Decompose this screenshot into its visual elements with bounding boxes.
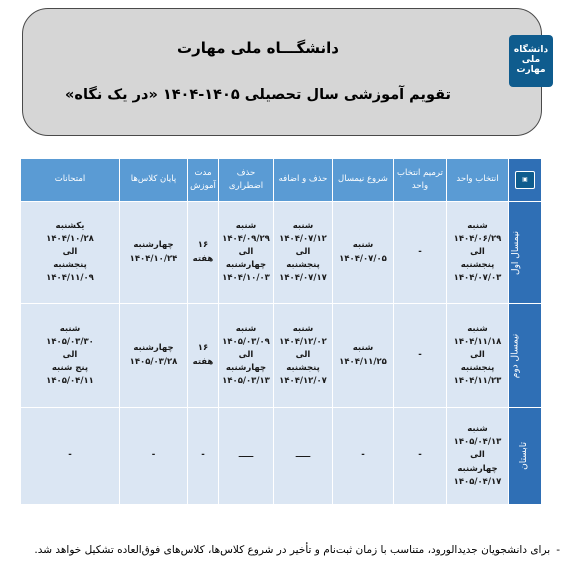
cell-line: ۱۴۰۴/۰۶/۲۹ [453, 233, 502, 244]
start-cell [333, 304, 394, 408]
cell-line: الی [62, 349, 78, 360]
term-label: نیمسال دوم [510, 333, 521, 378]
cell-line: ۱۴۰۵/۰۴/۱۷ [453, 476, 502, 487]
cell-line: ۱۶ [197, 343, 209, 354]
cell-line: الی [295, 349, 311, 360]
cell-line: هفته [192, 253, 214, 264]
cell-line: پنجشنبه [460, 363, 495, 374]
cell-line: ۱۴۰۴/۱۰/۲۴ [129, 253, 178, 264]
term-label: نیمسال اول [511, 230, 522, 275]
footnote [30, 541, 560, 560]
classes-end-cell [120, 304, 188, 408]
add-drop-cell [274, 202, 333, 304]
small-logo-icon: ▣ [515, 171, 535, 189]
col-header-start: شروع نیمسال [333, 159, 394, 202]
cell-line: هفته [192, 356, 214, 367]
duration-cell [188, 408, 219, 505]
corner-cell [509, 159, 542, 202]
cell-line: یکشنبه [55, 220, 85, 231]
cell-line: - [201, 450, 205, 461]
cell-line: ۱۴۰۴/۱۱/۲۳ [453, 376, 502, 387]
cell-line: ۱۴۰۵/۰۳/۲۸ [129, 356, 178, 367]
cell-line: ۱۶ [197, 240, 209, 251]
cell-line: ۱۴۰۵/۰۳/۱۳ [222, 376, 270, 387]
cell-line: الی [470, 349, 485, 360]
cell-line: ۱۴۰۴/۰۷/۰۵ [339, 253, 387, 264]
cell-line: الی [470, 246, 485, 257]
edit-cell [394, 304, 447, 408]
add-drop-cell [274, 304, 333, 408]
start-cell [333, 408, 394, 505]
table-row [21, 408, 542, 505]
classes-end-cell [120, 202, 188, 304]
term-label-cell [509, 304, 542, 408]
cell-line: ۱۴۰۴/۰۷/۱۲ [279, 233, 327, 244]
header-banner [22, 8, 549, 136]
cell-line: ۱۴۰۵/۰۴/۱۳ [453, 437, 502, 448]
cell-line: شنبه [467, 323, 488, 334]
cell-line: الی [470, 450, 485, 461]
cell-line: ۱۴۰۴/۱۱/۱۸ [453, 336, 502, 347]
cell-line: شنبه [467, 220, 488, 231]
cell-line: شنبه [352, 240, 374, 251]
edit-cell [394, 202, 447, 304]
cell-line: ۱۴۰۴/۱۱/۲۵ [339, 356, 387, 367]
cell-line: شنبه [467, 424, 488, 435]
exams-cell [21, 202, 120, 304]
table-row [21, 304, 542, 408]
cell-line: الی [238, 246, 254, 257]
cell-line: پنجشنبه [286, 260, 320, 271]
calendar-table [20, 158, 542, 505]
cell-line: - [418, 349, 422, 360]
cell-line: شنبه [235, 323, 257, 334]
cell-line: - [151, 450, 156, 461]
cell-line: ـــــ [238, 450, 254, 461]
cell-line: - [361, 450, 365, 461]
footnote-text: برای دانشجویان جدیدالورود، متناسب با زمان ثبت‌نام و تأخیر در شروع کلاس‌ها، کلاس‌های فوق‌العاده تشکیل خواهد شد. [34, 544, 551, 556]
cell-line: ۱۴۰۴/۱۲/۰۷ [279, 376, 327, 387]
col-header-add-drop: حذف و اضافه [274, 159, 333, 202]
cell-line: ـــــ [295, 450, 311, 461]
enroll-cell [447, 408, 509, 505]
cell-line: ۱۴۰۴/۱۰/۲۸ [46, 233, 94, 244]
emergency-drop-cell [219, 202, 274, 304]
cell-line: ۱۴۰۴/۰۹/۲۹ [222, 233, 270, 244]
cell-line: چهارشنبه [225, 260, 267, 271]
cell-line: الی [238, 349, 254, 360]
cell-line: ۱۴۰۴/۰۷/۱۷ [279, 273, 327, 284]
cell-line: ۱۴۰۴/۰۷/۰۳ [453, 273, 502, 284]
col-header-exams: امتحانات [21, 159, 120, 202]
cell-line: الی [295, 246, 311, 257]
cell-line: الی [62, 246, 78, 257]
col-header-edit: ترمیم انتخاب واحد [394, 159, 447, 202]
cell-line: ۱۴۰۴/۱۰/۰۳ [222, 273, 270, 284]
table-row [21, 202, 542, 304]
start-cell [333, 202, 394, 304]
bullet-icon: - [556, 544, 560, 556]
classes-end-cell [120, 408, 188, 505]
term-label-cell [509, 408, 542, 505]
cell-line: پنج شنبه [51, 363, 89, 374]
cell-line: شنبه [292, 323, 314, 334]
cell-line: چهارشنبه [133, 240, 174, 251]
col-header-enroll: انتخاب واحد [447, 159, 509, 202]
cell-line: ۱۴۰۴/۱۱/۰۹ [46, 273, 94, 284]
exams-cell [21, 304, 120, 408]
cell-line: ۱۴۰۴/۱۲/۰۲ [279, 336, 327, 347]
cell-line: پنجشنبه [460, 260, 495, 271]
term-label: تابستان [519, 442, 530, 470]
col-header-emergency-drop: حذف اضطراری [219, 159, 274, 202]
col-header-classes-end: پایان کلاس‌ها [120, 159, 188, 202]
cell-line: چهارشنبه [225, 363, 267, 374]
emergency-drop-cell [219, 408, 274, 505]
duration-cell [188, 202, 219, 304]
term-label-cell [509, 202, 542, 304]
cell-line: ۱۴۰۵/۰۳/۰۹ [222, 336, 270, 347]
cell-line: شنبه [235, 220, 257, 231]
col-header-duration: مدت آموزش [188, 159, 219, 202]
table-header-row [21, 159, 542, 202]
cell-line: - [68, 450, 72, 461]
add-drop-cell [274, 408, 333, 505]
exams-cell [21, 408, 120, 505]
cell-line: ۱۴۰۵/۰۳/۳۰ [46, 336, 94, 347]
edit-cell [394, 408, 447, 505]
cell-line: چهارشنبه [133, 343, 174, 354]
cell-line: - [418, 450, 422, 461]
logo-text: دانشگاه ملی مهارت [513, 45, 549, 75]
duration-cell [188, 304, 219, 408]
page-title: تقویم آموزشی سال تحصیلی ۱۴۰۵-۱۴۰۴ «در یک نگاه» [65, 87, 451, 103]
cell-line: شنبه [352, 343, 374, 354]
cell-line: پنجشنبه [286, 363, 320, 374]
cell-line: ۱۴۰۵/۰۴/۱۱ [46, 376, 94, 387]
cell-line: چهارشنبه [457, 463, 498, 474]
cell-line: شنبه [292, 220, 314, 231]
university-name: دانشگـــاه ملی مهارت [177, 39, 339, 57]
emergency-drop-cell [219, 304, 274, 408]
cell-line: شنبه [59, 323, 81, 334]
university-logo [509, 35, 553, 87]
cell-line: - [418, 246, 422, 257]
cell-line: پنجشنبه [53, 260, 87, 271]
